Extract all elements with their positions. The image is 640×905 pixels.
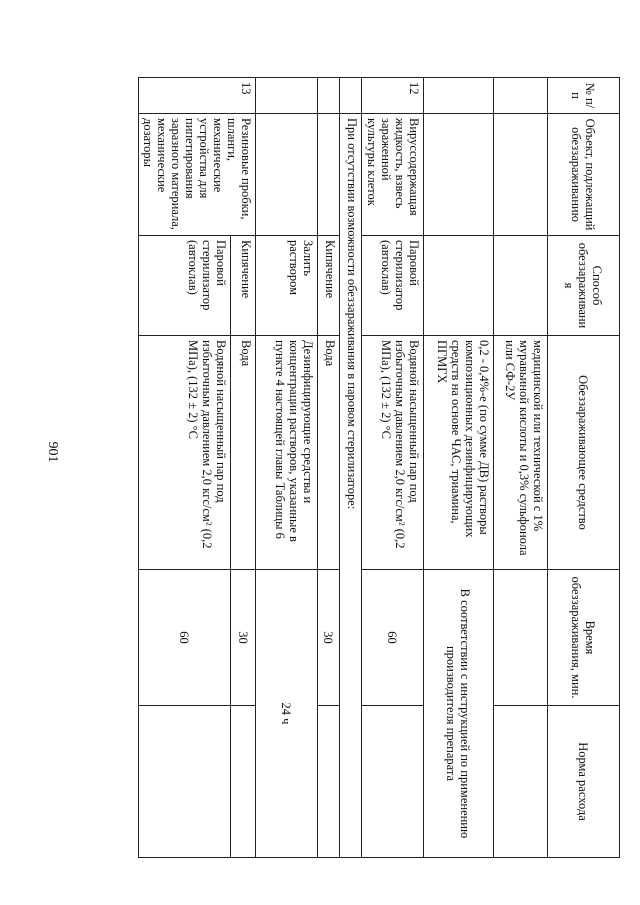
- instruction-cell: В соответствии с инструкцией по применению производителя препарата: [424, 570, 494, 858]
- agent-cell: Дезинфицирующие средства и концентрации растворов, указанные в пункте 4 настоящей главы Таблицы 6: [256, 336, 318, 570]
- agent-cell: Вода: [318, 336, 340, 570]
- method-cell: Паровой стерилизатор (автоклав): [362, 236, 424, 336]
- method-cell: Кипячение: [230, 236, 255, 336]
- header-num: № п/п: [548, 78, 620, 114]
- header-norm: Норма расхода: [548, 706, 620, 858]
- agent-cell: 0,2 - 0,4%-е (по сумме ДВ) растворы композиционных дезинфицирующих средств на основе ЧАС, триамина, ПГМГХ: [424, 336, 494, 570]
- table-row: [256, 78, 318, 858]
- disinfection-table: [138, 77, 620, 858]
- agent-cell: Водяной насыщенный пар под избыточным давлением 2,0 кгс/см² (0,2 МПа), (132 ± 2) °С: [362, 336, 424, 570]
- object-cell: Резиновые пробки, шланги, механические устройства для пипетирования заразного материала, механические дозаторы: [139, 114, 256, 236]
- row-number: 13: [139, 78, 256, 114]
- row-number: 12: [362, 78, 424, 114]
- absence-note: При отсутствии возможности обеззараживания в паровом стерилизаторе:: [340, 114, 362, 858]
- method-cell: Кипячение: [318, 236, 340, 336]
- time-cell: 24 ч: [256, 570, 318, 858]
- note-row: [340, 78, 362, 858]
- table-row: [318, 78, 340, 858]
- header-row: [548, 78, 620, 858]
- table-row: [494, 78, 548, 858]
- method-cell: Залить раствором: [256, 236, 318, 336]
- page-number: 901: [45, 441, 60, 463]
- object-cell: Вируссодержащая жидкость, взвесь зараженной культуры клеток: [362, 114, 424, 236]
- method-cell: Паровой стерилизатор (автоклав): [139, 236, 231, 336]
- header-object: Объект, подлежащий обеззараживанию: [548, 114, 620, 236]
- agent-cell: Вода: [230, 336, 255, 570]
- header-time: Время обеззараживания, мин.: [548, 570, 620, 706]
- time-cell: 30: [318, 570, 340, 706]
- agent-cell: Водяной насыщенный пар под избыточным давлением 2,0 кгс/см² (0,2 МПа), (132 ± 2) °С: [139, 336, 231, 570]
- table-row: [230, 78, 255, 858]
- table-row: [424, 78, 494, 858]
- time-cell: 60: [362, 570, 424, 706]
- table-row: [362, 78, 424, 858]
- time-cell: 30: [230, 570, 255, 706]
- time-cell: 60: [139, 570, 231, 706]
- header-agent: Обеззараживающее средство: [548, 336, 620, 570]
- rotated-table-container: [100, 77, 620, 857]
- header-method: Способ обеззараживания: [548, 236, 620, 336]
- agent-cell: медицинской или технической с 1% муравьиной кислоты и 0,3% сульфонола или СФ-2У: [494, 336, 548, 570]
